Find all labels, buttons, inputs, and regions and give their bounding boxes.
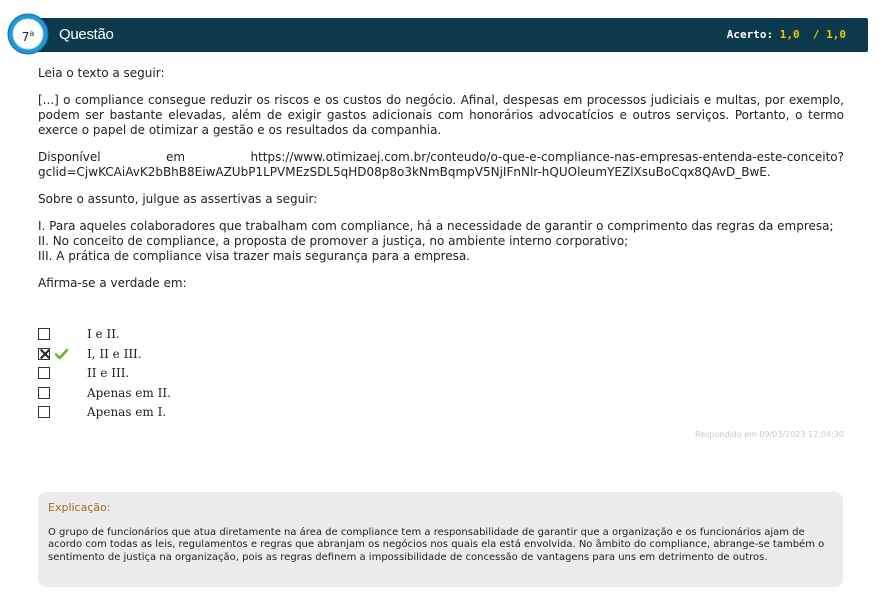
question-header (28, 18, 868, 52)
option-item[interactable] (38, 366, 338, 386)
source-word-disponivel: Disponível (38, 150, 101, 164)
question-body (38, 66, 844, 303)
assertion-2: II. No conceito de compliance, a proposta de promover a justiça, no ambiente interno corporativo; (38, 234, 629, 248)
question-title: Questão (59, 26, 114, 43)
question-number-badge (6, 12, 50, 56)
option-label: Apenas em I. (87, 405, 167, 420)
score (727, 28, 846, 41)
correct-check-icon (55, 348, 68, 360)
assertion-1: I. Para aqueles colaboradores que trabalham com compliance, há a necessidade de garantir o comprimento das regras da empresa; (38, 219, 834, 233)
assertions-list (38, 219, 844, 264)
option-checkbox[interactable] (38, 387, 50, 399)
question-intro: Leia o texto a seguir: (38, 66, 165, 80)
answer-options (38, 327, 338, 425)
option-checkbox-checked[interactable] (38, 348, 50, 360)
option-label: I, II e III. (87, 346, 142, 361)
question-number: 7$^a$ (21, 29, 35, 44)
option-label: Apenas em II. (87, 385, 171, 400)
explanation-box (38, 492, 843, 587)
option-item[interactable] (38, 405, 338, 425)
assertion-3: III. A prática de compliance visa trazer mais segurança para a empresa. (38, 249, 471, 263)
option-label: I e II. (87, 327, 120, 341)
explanation-title: Explicação: (48, 501, 111, 514)
option-item[interactable] (38, 327, 338, 347)
question-source (38, 150, 844, 180)
score-label: Acerto: (726, 28, 774, 41)
option-label: II e III. (87, 366, 130, 381)
source-url-line2: gclid=CjwKCAiAvK2bBhB8EiwAZUbP1LPVMEzSDL5qHD08p8o3kNmBqmpV5NjIFnNlr-hQUOleumYEZlXsuBoCqx8QAvD_BwE. (38, 165, 771, 179)
source-url-line1: https://www.otimizaej.com.br/conteudo/o-que-e-compliance-nas-empresas-entenda-este-conceito? (250, 150, 844, 164)
question-ask: Afirma-se a verdade em: (38, 276, 187, 290)
option-item[interactable] (38, 347, 338, 367)
explanation-text: O grupo de funcionários que atua diretamente na área de compliance tem a responsabilidade de garantir que a organização e os funcionários ajam de acordo com todas as leis, regulamentos e regras que abranjam os negócios nos quais ela está envolvida. No âmbito do compliance, abrange-se também o sentimento de justiça na organização, pois as regras definem a impossibilidade de concessão de vantagens para uns em detrimento de outros. (48, 527, 825, 563)
score-value: 1,0 / 1,0 (779, 28, 846, 41)
option-checkbox[interactable] (38, 406, 50, 418)
source-word-em: em (165, 150, 186, 164)
option-checkbox[interactable] (38, 328, 50, 340)
question-prompt: Sobre o assunto, julgue as assertivas a seguir: (38, 192, 318, 206)
answered-timestamp: Respondido em 09/03/2023 12:04:30 (695, 430, 844, 439)
question-quote: [...] o compliance consegue reduzir os riscos e os custos do negócio. Afinal, despesas em processos judiciais e multas, por exemplo, podem ser bastante elevadas, além de exigir gastos adicionais com honorários advocatícios e outros serviços. Portanto, o termo exerce o papel de otimizar a gestão e os resultados da companhia. (38, 93, 844, 137)
option-item[interactable] (38, 386, 338, 406)
option-checkbox[interactable] (38, 367, 50, 379)
